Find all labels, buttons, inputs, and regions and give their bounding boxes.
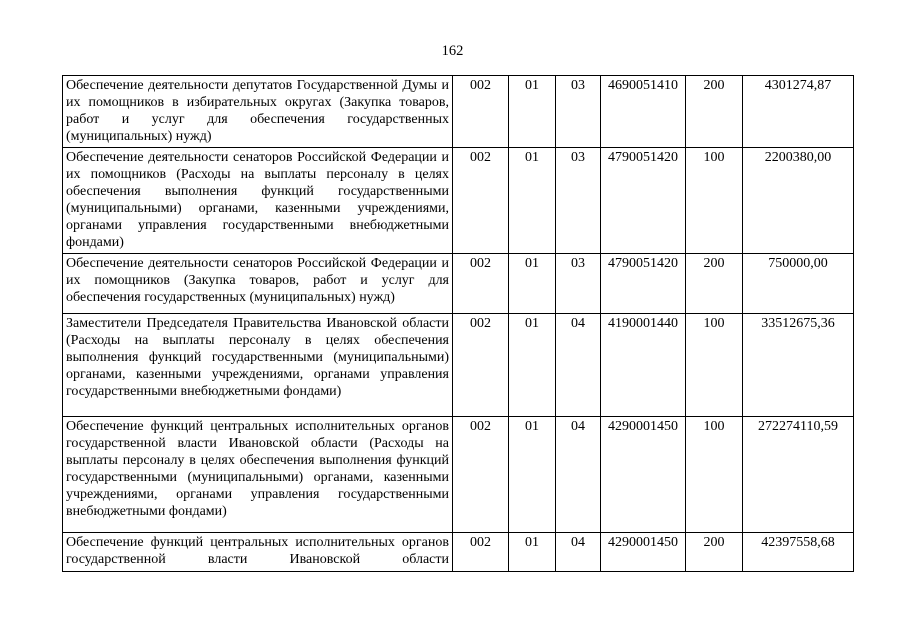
table-row [63,76,854,148]
cell-expense-type-code: 100 [686,314,743,417]
cell-target-article-code: 4190001440 [601,314,686,417]
cell-amount: 42397558,68 [743,533,854,572]
cell-subsection-code: 04 [556,417,601,533]
cell-grbs-code: 002 [453,314,509,417]
cell-description-text: Обеспечение функций центральных исполнительных органов государственной власти Ивановской области [66,535,449,567]
table-row [63,254,854,314]
cell-description: Обеспечение деятельности сенаторов Российской Федерации и их помощников (Закупка товаров, работ и услуг для обеспечения государственных (муниципальных) нужд) [63,254,453,314]
cell-amount: 272274110,59 [743,417,854,533]
cell-section-code: 01 [509,417,556,533]
cell-target-article-code: 4790051420 [601,148,686,254]
table-row [63,148,854,254]
table-row [63,417,854,533]
cell-amount: 33512675,36 [743,314,854,417]
cell-grbs-code: 002 [453,417,509,533]
cell-target-article-code: 4790051420 [601,254,686,314]
cell-section-code: 01 [509,314,556,417]
cell-section-code: 01 [509,533,556,572]
cell-amount: 750000,00 [743,254,854,314]
cell-expense-type-code: 200 [686,533,743,572]
cell-expense-type-code: 200 [686,254,743,314]
cell-target-article-code: 4290001450 [601,417,686,533]
cell-grbs-code: 002 [453,76,509,148]
cell-description: Обеспечение деятельности сенаторов Российской Федерации и их помощников (Расходы на выплаты персоналу в целях обеспечения выполнения функций государственными (муниципальными) органами, казенными учреждениями, органами управления государственными внебюджетными фондами) [63,148,453,254]
cell-description: Заместители Председателя Правительства Ивановской области (Расходы на выплаты персоналу в целях обеспечения выполнения функций государственными (муниципальными) органами, казенными учреждениями, органами управления государственными внебюджетными фондами) [63,314,453,417]
cell-description: Обеспечение деятельности депутатов Государственной Думы и их помощников в избирательных округах (Закупка товаров, работ и услуг для обеспечения государственных (муниципальных) нужд) [63,76,453,148]
cell-section-code: 01 [509,76,556,148]
cell-target-article-code: 4290001450 [601,533,686,572]
table-row-clipped-at-page-break [63,533,854,572]
table-row [63,314,854,417]
cell-description [63,533,453,572]
cell-expense-type-code: 200 [686,76,743,148]
budget-expenditure-table [62,75,854,572]
cell-subsection-code: 03 [556,148,601,254]
cell-section-code: 01 [509,148,556,254]
cell-amount: 4301274,87 [743,76,854,148]
cell-expense-type-code: 100 [686,417,743,533]
cell-subsection-code: 04 [556,533,601,572]
cell-grbs-code: 002 [453,148,509,254]
cell-section-code: 01 [509,254,556,314]
cell-description: Обеспечение функций центральных исполнительных органов государственной власти Ивановской области (Расходы на выплаты персоналу в целях обеспечения выполнения функций государственными (муниципальными) органами, казенными учреждениями, органами управления государственными внебюджетными фондами) [63,417,453,533]
cell-subsection-code: 03 [556,254,601,314]
cell-subsection-code: 03 [556,76,601,148]
cell-expense-type-code: 100 [686,148,743,254]
cell-subsection-code: 04 [556,314,601,417]
cell-amount: 2200380,00 [743,148,854,254]
cell-target-article-code: 4690051410 [601,76,686,148]
page-number: 162 [441,43,464,59]
cell-grbs-code: 002 [453,254,509,314]
cell-grbs-code: 002 [453,533,509,572]
